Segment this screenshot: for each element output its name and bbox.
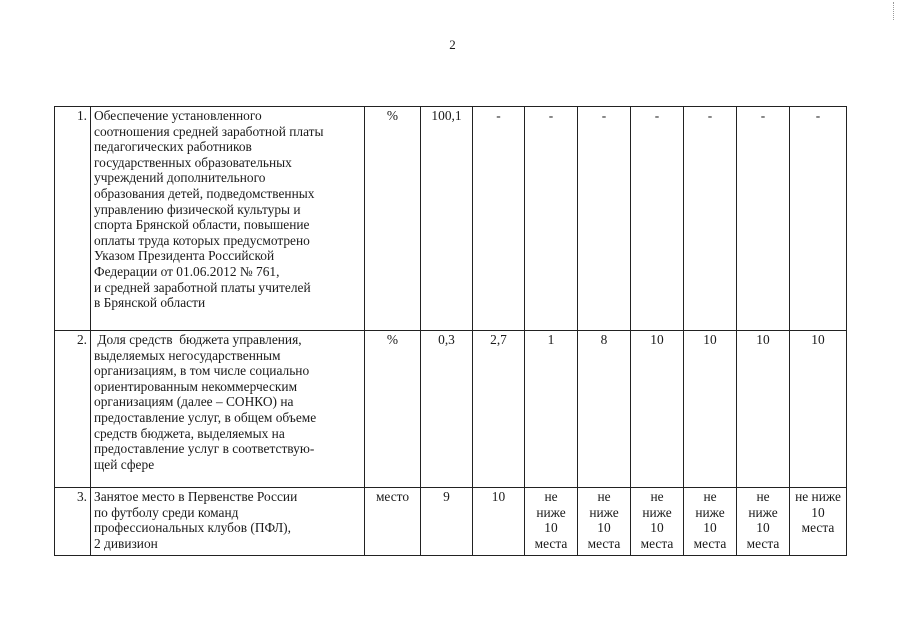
value-line: ниже [695,504,725,520]
value-cell [684,488,737,556]
description-line: организациям, в том числе социально [94,363,310,379]
description-line: организациям (далее – СОНКО) на [94,394,294,410]
table-row [55,331,847,488]
value-cell: 2,7 [473,331,525,488]
value-line: 10 [811,504,825,520]
description-line: спорта Брянской области, повышение [94,217,310,233]
value-cell [790,488,847,556]
value-line: ниже [642,504,672,520]
value-cell [473,488,525,556]
value-line: 10 [544,520,558,536]
value-line: не [544,489,558,504]
description-line: государственных образовательных [94,154,292,170]
description-line: оплаты труда которых предусмотрено [94,232,310,248]
value-line: места [534,535,568,551]
value-cell [525,488,578,556]
value-cell: 1 [525,331,578,488]
description-line: предоставление услуг в соответствую- [94,441,315,457]
row-number: 3. [55,488,91,556]
description-line: средств бюджета, выделяемых на [94,425,285,441]
description-line: учреждений дополнительного [94,170,266,186]
value-cell: - [525,107,578,331]
value-cell: - [684,107,737,331]
description-line: Доля средств бюджета управления, [94,332,302,347]
value-cell: 10 [790,331,847,488]
description-line: Указом Президента Российской [94,248,275,264]
row-number: 2. [55,331,91,488]
description-line: образования детей, подведомственных [94,185,315,201]
value-cell: 0,3 [421,331,473,488]
description-line: и средней заработной платы учителей [94,279,311,295]
table-row [55,488,847,556]
value-line: 10 [650,520,664,536]
value-cell: 100,1 [421,107,473,331]
value-cell [421,488,473,556]
value-line: места [587,535,621,551]
unit-cell: % [365,331,421,488]
value-cell: - [473,107,525,331]
value-line: места [640,535,674,551]
value-cell [631,488,684,556]
description-line: профессиональных клубов (ПФЛ), [94,520,291,536]
description-line: в Брянской области [94,295,206,311]
value-line: не [650,489,664,504]
description-line: ориентированным некоммерческим [94,378,298,394]
description-line: Федерации от 01.06.2012 № 761, [94,263,280,279]
value-line: 10 [597,520,611,536]
value-cell: 10 [631,331,684,488]
table-row [55,107,847,331]
value-line: места [746,535,780,551]
description-line: Занятое место в Первенстве России [94,489,298,504]
value-line: ниже [536,504,566,520]
indicator-description [91,107,365,331]
value-line: 9 [443,489,450,504]
description-line: Обеспечение установленного [94,108,262,123]
unit-cell: % [365,107,421,331]
indicators-table [54,106,847,556]
value-cell: 10 [684,331,737,488]
description-line: выделяемых негосударственным [94,347,281,363]
description-line: педагогических работников [94,139,252,155]
indicator-description [91,488,365,556]
value-line: 10 [491,489,506,504]
value-line: 10 [703,520,717,536]
value-line: не ниже [795,489,841,504]
value-cell: - [790,107,847,331]
page-number: 2 [449,37,456,52]
value-line: места [801,520,835,536]
value-cell: - [631,107,684,331]
value-line: не [703,489,717,504]
description-line: щей сфере [94,456,155,472]
scan-corner-mark [893,2,895,20]
value-line: не [597,489,611,504]
value-cell [578,488,631,556]
description-line: по футболу среди команд [94,504,239,520]
unit-cell: место [365,488,421,556]
value-cell: 8 [578,331,631,488]
value-line: не [756,489,770,504]
value-cell: - [737,107,790,331]
value-line: 10 [756,520,770,536]
indicator-description [91,331,365,488]
description-line: соотношения средней заработной платы [94,123,324,139]
description-line: управлению физической культуры и [94,201,301,217]
value-line: ниже [748,504,778,520]
value-line: ниже [589,504,619,520]
value-cell [737,488,790,556]
value-line: места [693,535,727,551]
value-cell: - [578,107,631,331]
description-line: 2 дивизион [94,535,158,551]
row-number: 1. [55,107,91,331]
value-cell: 10 [737,331,790,488]
description-line: предоставление услуг, в общем объеме [94,409,317,425]
